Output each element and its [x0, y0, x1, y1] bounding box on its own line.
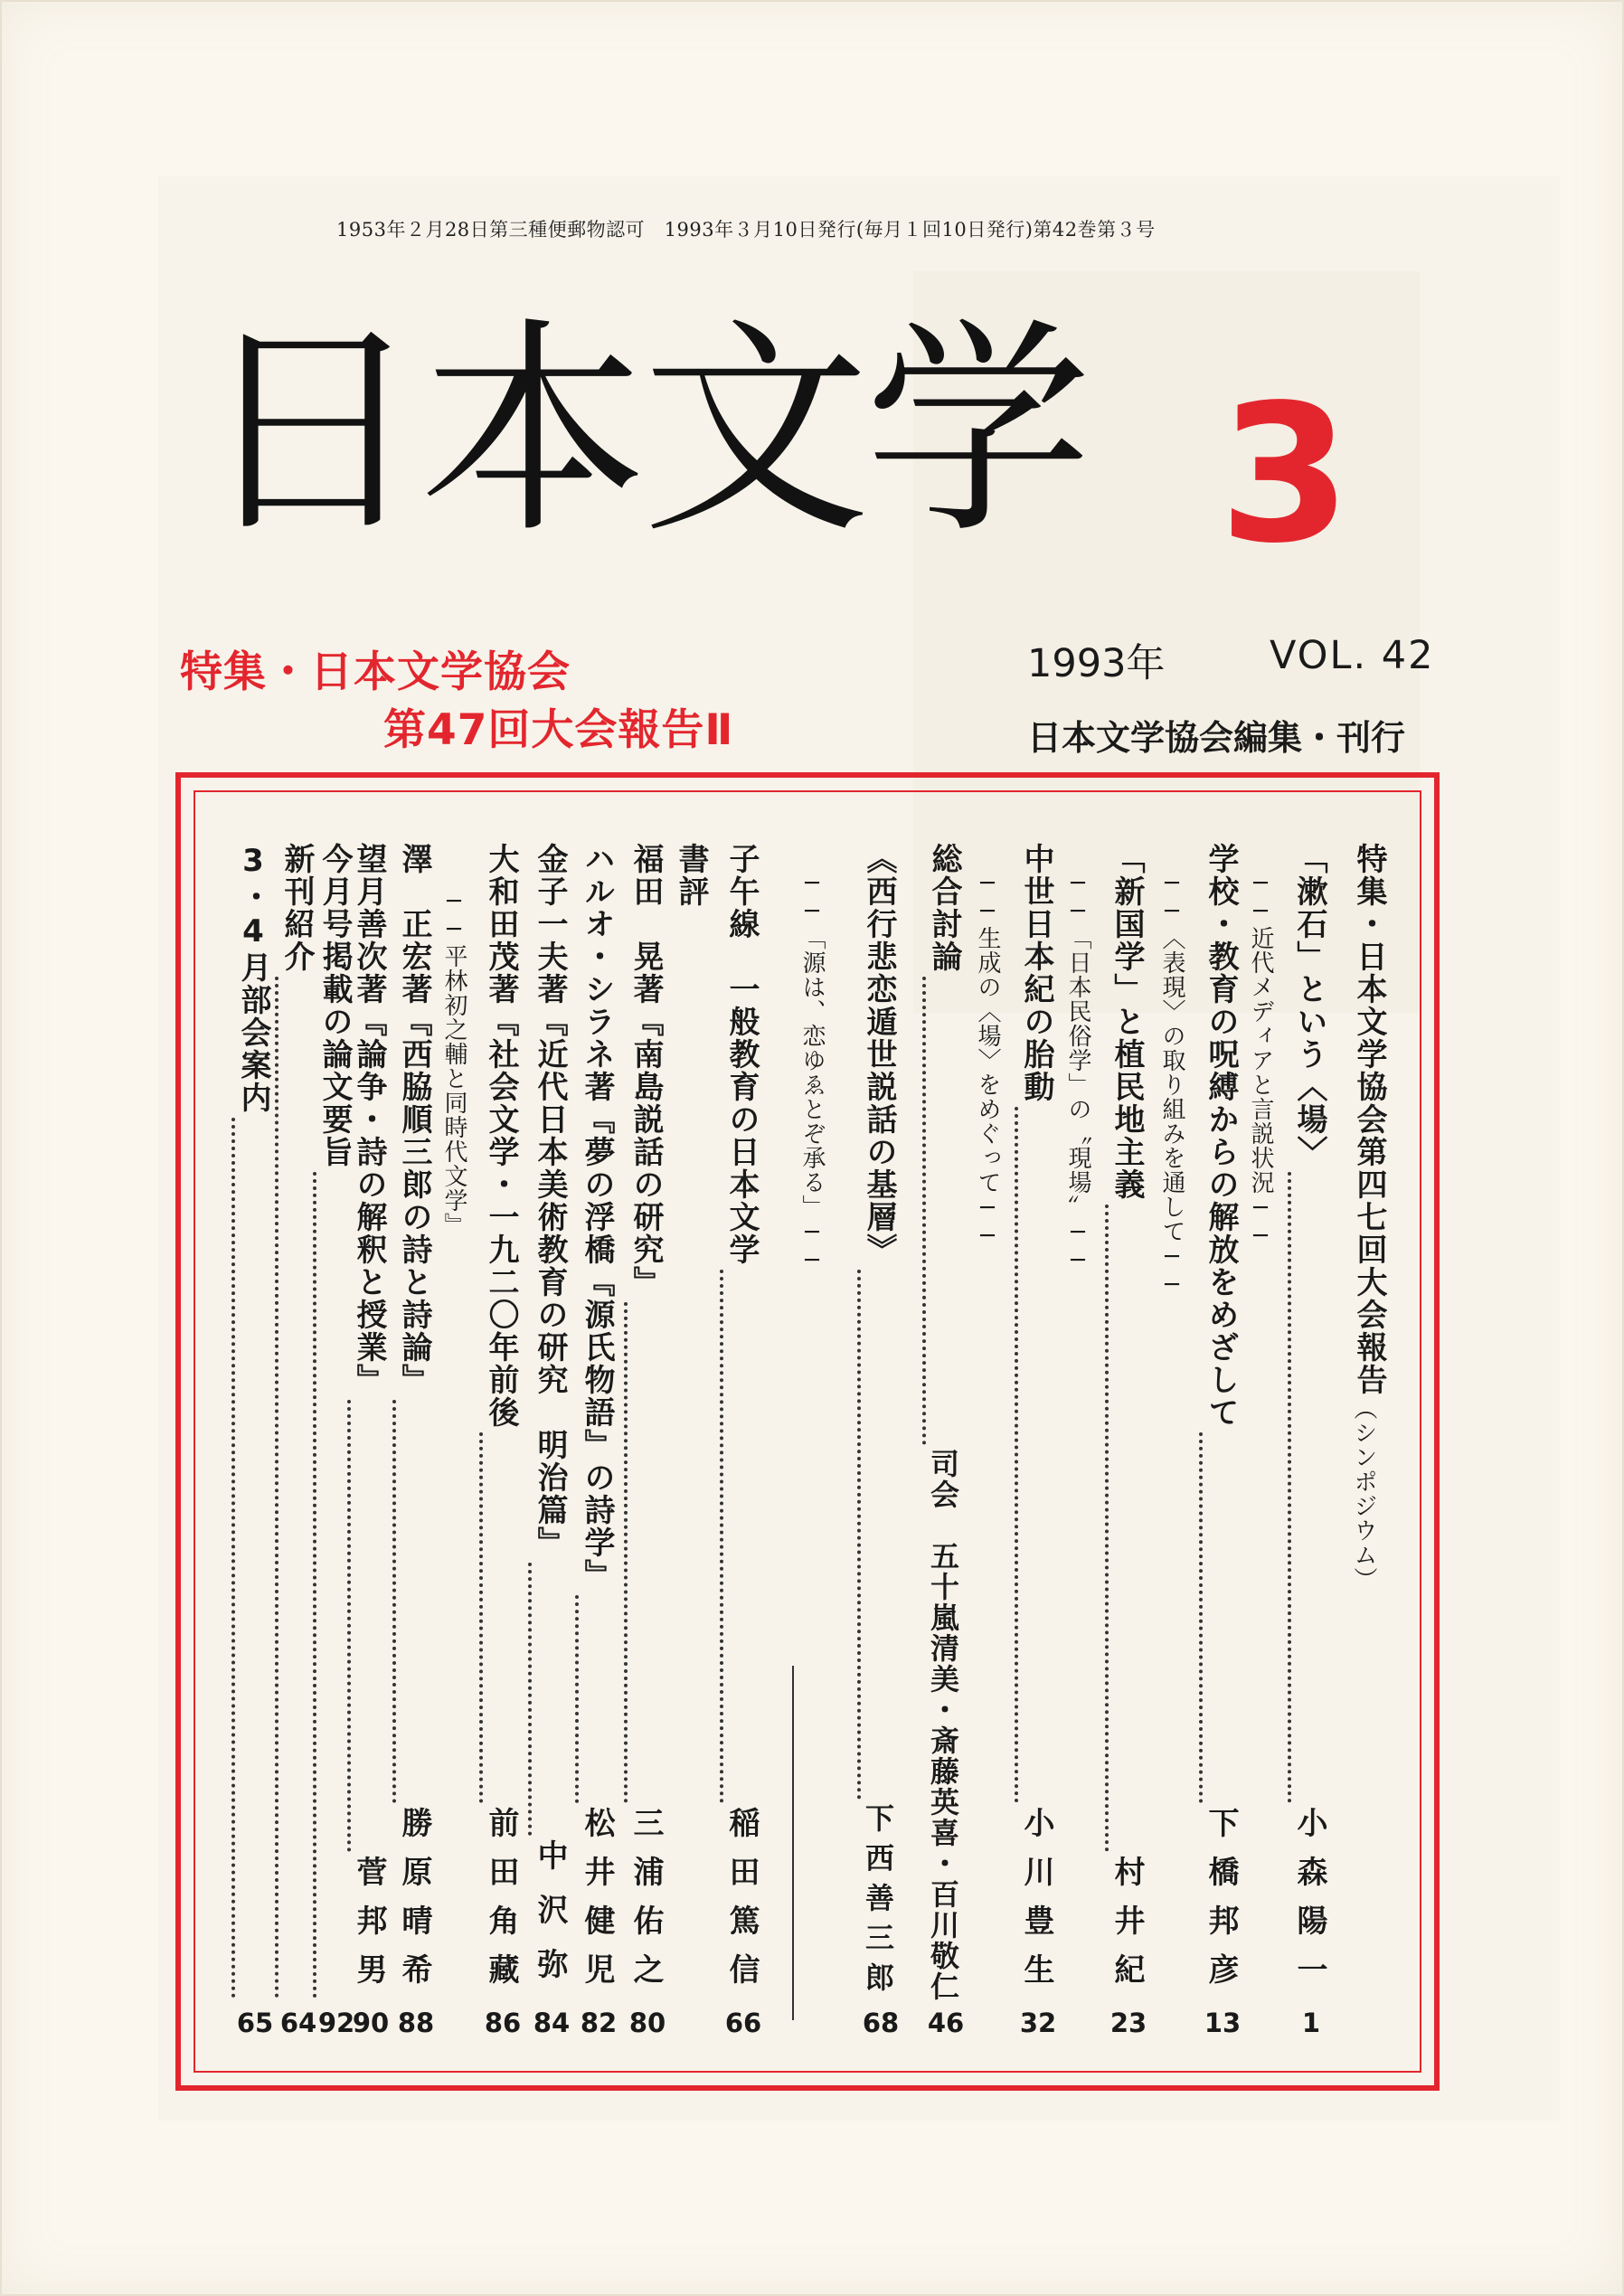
toc-entry-page: 64	[279, 2008, 317, 2038]
toc-entry[interactable]	[275, 843, 322, 2038]
leader-dots	[575, 1595, 579, 1803]
toc-entry-title: 今月号掲載の論文要旨	[316, 843, 353, 1168]
toc-entry-author: 村井紀	[1109, 1856, 1145, 2002]
toc-entry-page: 65	[236, 2008, 274, 2038]
toc-entry-author: 下橋邦彦	[1203, 1807, 1239, 2002]
toc-entry-title: 3・4月部会案内	[235, 843, 271, 1114]
toc-heading-paren: （シンポジウム）	[1350, 1396, 1377, 1592]
toc-entry-subtitle-row	[796, 843, 843, 2038]
toc-entry-title: 《西行悲恋遁世説話の基層》	[861, 843, 897, 1266]
toc-entry[interactable]	[720, 843, 767, 2038]
toc-entry[interactable]	[479, 843, 526, 2038]
toc-entry-title: 子午線 一般教育の日本文学	[723, 843, 760, 1266]
toc-entry-title: 福田 晃著『南島説話の研究』	[628, 843, 664, 1299]
toc-entry-title: 金子一夫著『近代日本美術教育の研究 明治篇』	[532, 843, 568, 1559]
toc-entry-title: 中世日本紀の胎動	[1018, 843, 1054, 1103]
toc-entry-page: 88	[397, 2008, 435, 2038]
leader-dots	[857, 1270, 861, 1800]
toc-entry-title: 大和田茂著『社会文学・一九二〇年前後	[483, 843, 519, 1429]
section-separator	[792, 1666, 794, 2020]
toc-entry-author: 下西善三郎	[861, 1803, 895, 2002]
toc-entry[interactable]	[1199, 843, 1246, 2038]
toc-entry-author: 小森陽一	[1291, 1807, 1327, 2002]
volume-label: VOL. 42	[1270, 633, 1435, 678]
toc-entry[interactable]	[1288, 843, 1335, 2038]
toc-entry-subtitle: ──生成の〈場〉をめぐって──	[974, 870, 1001, 1251]
feature-title-line2: 第47回大会報告Ⅱ	[383, 705, 734, 755]
toc-entry-title: 学校・教育の呪縛からの解放をめざして	[1203, 843, 1239, 1429]
toc-entry-title: 「漱石」という〈場〉	[1291, 843, 1327, 1168]
toc-entry-page: 46	[927, 2008, 965, 2038]
toc-entry[interactable]	[922, 843, 969, 2038]
toc-entry-author: 松井健児	[579, 1807, 615, 2002]
leader-dots	[624, 1302, 628, 1803]
toc-entry-subtitle: ──平林初之輔と同時代文学』	[440, 888, 467, 1237]
toc-entry-subtitle: ──「日本民俗学」の〝現場〟──	[1064, 870, 1091, 1275]
toc-entry-title: 総合討論	[926, 843, 962, 973]
feature-title-line1: 特集・日本文学協会	[180, 647, 571, 697]
toc-entry-title: ハルオ・シラネ著『夢の浮橋『源氏物語』の詩学』	[579, 843, 615, 1592]
toc-entry-page: 90	[352, 2008, 390, 2038]
toc-entry-page: 66	[724, 2008, 762, 2038]
toc-entry[interactable]	[231, 843, 279, 2038]
toc-entry-author: 中沢弥	[532, 1839, 568, 2002]
toc-entry-title: 望月善次著『論争・詩の解釈と授業』	[351, 843, 387, 1396]
toc-entry[interactable]	[528, 843, 575, 2038]
issue-number: 3	[1219, 364, 1352, 585]
toc-entry-page: 82	[580, 2008, 618, 2038]
toc-entry-page: 32	[1019, 2008, 1057, 2038]
leader-dots	[922, 977, 926, 1445]
toc-entry-author: 前田角藏	[483, 1807, 519, 2002]
toc-entry-title: 新刊紹介	[279, 843, 315, 973]
toc-entry-author: 三浦佑之	[628, 1807, 664, 2002]
toc-entry-subtitle-row	[1156, 843, 1203, 2038]
toc-section-title: 書評	[673, 843, 709, 908]
toc-entry-page: 80	[628, 2008, 666, 2038]
magazine-title: 日本文学	[197, 299, 1088, 564]
toc-heading-text: 特集・日本文学協会第四七回大会報告	[1351, 843, 1387, 1396]
toc-entry[interactable]	[1105, 843, 1152, 2038]
toc-entry-subtitle-row	[1062, 843, 1109, 2038]
toc-heading	[1347, 843, 1394, 2038]
toc-entry-subtitle: ──「源は、恋ゆゑとぞ承る」──	[798, 870, 826, 1275]
toc-entry[interactable]	[575, 843, 622, 2038]
toc-entry-page: 92	[317, 2008, 355, 2038]
toc-entry-page: 84	[533, 2008, 571, 2038]
toc-entry-subtitle-row	[438, 843, 485, 2038]
toc-entry-page: 86	[484, 2008, 522, 2038]
toc-entry-subtitle-row	[971, 843, 1018, 2038]
toc-entry-subtitle-row	[1244, 843, 1291, 2038]
leader-dots	[231, 1118, 235, 1998]
toc-entry[interactable]	[857, 843, 904, 2038]
toc-entry[interactable]	[624, 843, 671, 2038]
leader-dots	[528, 1563, 532, 1836]
toc-entry-title: 「新国学」と植民地主義	[1109, 843, 1145, 1201]
toc-entry-page: 13	[1204, 2008, 1242, 2038]
toc-entry-author: 稲田篤信	[723, 1807, 760, 2002]
toc-entry-page: 23	[1109, 2008, 1147, 2038]
toc-entry-author: 司会 五十嵐清美・斎藤英喜・百川敬仁	[926, 1449, 960, 2002]
toc-entry-subtitle: ──近代メディアと言説状況──	[1247, 870, 1274, 1251]
issue-year: 1993年	[1027, 641, 1166, 686]
toc-entry-page: 1	[1301, 2008, 1321, 2038]
toc-entry[interactable]	[392, 843, 439, 2038]
leader-dots	[720, 1270, 723, 1803]
toc-entry-author: 勝原晴希	[396, 1807, 432, 2002]
toc-entry[interactable]	[1015, 843, 1062, 2038]
toc-entry-subtitle: ──〈表現〉の取り組みを通して──	[1158, 870, 1185, 1299]
toc-entry-page: 68	[862, 2008, 900, 2038]
publisher-line: 日本文学協会編集・刊行	[1027, 718, 1406, 758]
postal-registration-line: 1953年２月28日第三種便郵物認可 1993年３月10日発行(毎月１回10日発行)第42巻第３号	[336, 219, 1156, 241]
toc-entry-author: 菅邦男	[351, 1856, 387, 2002]
toc-section-label	[669, 843, 716, 2038]
toc-entry-author: 小川豊生	[1018, 1807, 1054, 2002]
toc-entry-title: 澤 正宏著『西脇順三郎の詩と詩論』	[396, 843, 432, 1396]
